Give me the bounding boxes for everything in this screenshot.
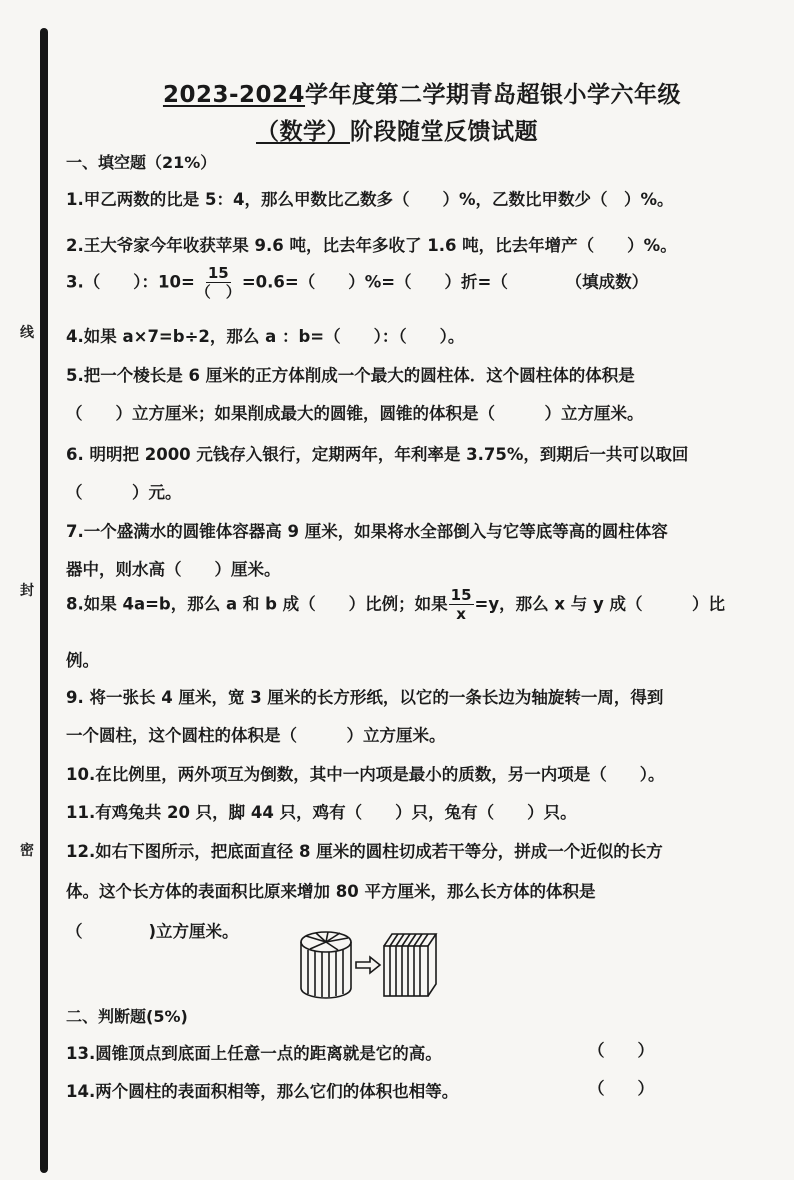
question-8: [66, 586, 726, 623]
q8-numerator: 15: [450, 586, 472, 604]
question-9-line2: 一个圆柱，这个圆柱的体积是（ ）立方厘米。: [66, 726, 446, 745]
question-6-line2: （ ）元。: [66, 483, 182, 502]
q3-denominator: （ ）: [195, 283, 241, 301]
q3-part-a: 3.（ ）：10=: [66, 272, 195, 292]
question-13: 13.圆锥顶点到底面上任意一点的距离就是它的高。: [66, 1044, 442, 1063]
title-rest: 学年度第二学期青岛超银小学六年级: [305, 82, 682, 108]
binding-bar: [40, 28, 48, 1173]
q8-part-b: =y，那么 x 与 y 成（ ）比: [474, 594, 726, 614]
title-year: 2023-2024: [162, 82, 306, 108]
question-13-answer-paren[interactable]: （ ）: [588, 1041, 654, 1060]
cylinder-shape: [301, 932, 351, 998]
question-12-line1: 12.如右下图所示，把底面直径 8 厘米的圆柱切成若干等分，拼成一个近似的长方: [66, 842, 663, 861]
q3-numerator: 15: [207, 264, 229, 282]
question-11: 11.有鸡兔共 20 只，脚 44 只，鸡有（ ）只，兔有（ ）只。: [66, 803, 577, 822]
side-label-seal: 封: [20, 583, 34, 599]
exam-title-line1: [25, 76, 794, 109]
question-14-answer-paren[interactable]: （ ）: [588, 1079, 654, 1098]
question-6-line1: 6. 明明把 2000 元钱存入银行，定期两年，年利率是 3.75%，到期后一共可以取回: [66, 445, 689, 464]
section-judge: 二、判断题(5%): [66, 1007, 188, 1026]
q8-part-a: 8.如果 4a=b，那么 a 和 b 成（ ）比例；如果: [66, 594, 448, 614]
arrow-shape: [356, 957, 380, 973]
question-8-line2: 例。: [66, 651, 99, 670]
question-1: 1.甲乙两数的比是 5：4，那么甲数比乙数多（ ）%，乙数比甲数少（ ）%。: [66, 190, 674, 209]
question-14: 14.两个圆柱的表面积相等，那么它们的体积也相等。: [66, 1082, 459, 1101]
q8-fraction: [449, 588, 474, 622]
question-10: 10.在比例里，两外项互为倒数，其中一内项是最小的质数，另一内项是（ ）。: [66, 765, 665, 784]
question-5-line2: （ ）立方厘米；如果削成最大的圆锥，圆锥的体积是（ ）立方厘米。: [66, 404, 644, 423]
question-2: 2.王大爷家今年收获苹果 9.6 吨，比去年多收了 1.6 吨，比去年增产（ ）%。: [66, 236, 677, 255]
cuboid-shape: [384, 934, 436, 996]
title-subject: （数学）: [256, 119, 350, 145]
question-3: [66, 266, 721, 300]
question-9-line1: 9. 将一张长 4 厘米，宽 3 厘米的长方形纸，以它的一条长边为轴旋转一周，得到: [66, 688, 664, 707]
q3-part-b: =0.6=（ ）%=（ ）折=（ （填成数）: [241, 272, 649, 292]
q3-fraction: [196, 266, 241, 300]
question-5-line1: 5.把一个棱长是 6 厘米的正方体削成一个最大的圆柱体．这个圆柱体的体积是: [66, 366, 635, 385]
question-4: 4.如果 a×7=b÷2，那么 a ：b=（ ）：（ ）。: [66, 327, 465, 346]
side-label-secret: 密: [20, 843, 34, 859]
question-7-line1: 7.一个盛满水的圆锥体容器高 9 厘米，如果将水全部倒入与它等底等高的圆柱体容: [66, 522, 668, 541]
q8-denominator: x: [456, 605, 466, 623]
cylinder-to-cuboid-figure: [298, 928, 438, 1000]
side-label-line: 线: [20, 325, 34, 341]
title-suffix: 阶段随堂反馈试题: [350, 119, 538, 145]
exam-title-line2: [0, 113, 794, 146]
question-12-line3: （ )立方厘米。: [66, 922, 239, 941]
question-12-line2: 体。这个长方体的表面积比原来增加 80 平方厘米，那么长方体的体积是: [66, 882, 596, 901]
question-7-line2: 器中，则水高（ ）厘米。: [66, 560, 281, 579]
section-fill-blank: 一、填空题（21%）: [66, 153, 217, 172]
